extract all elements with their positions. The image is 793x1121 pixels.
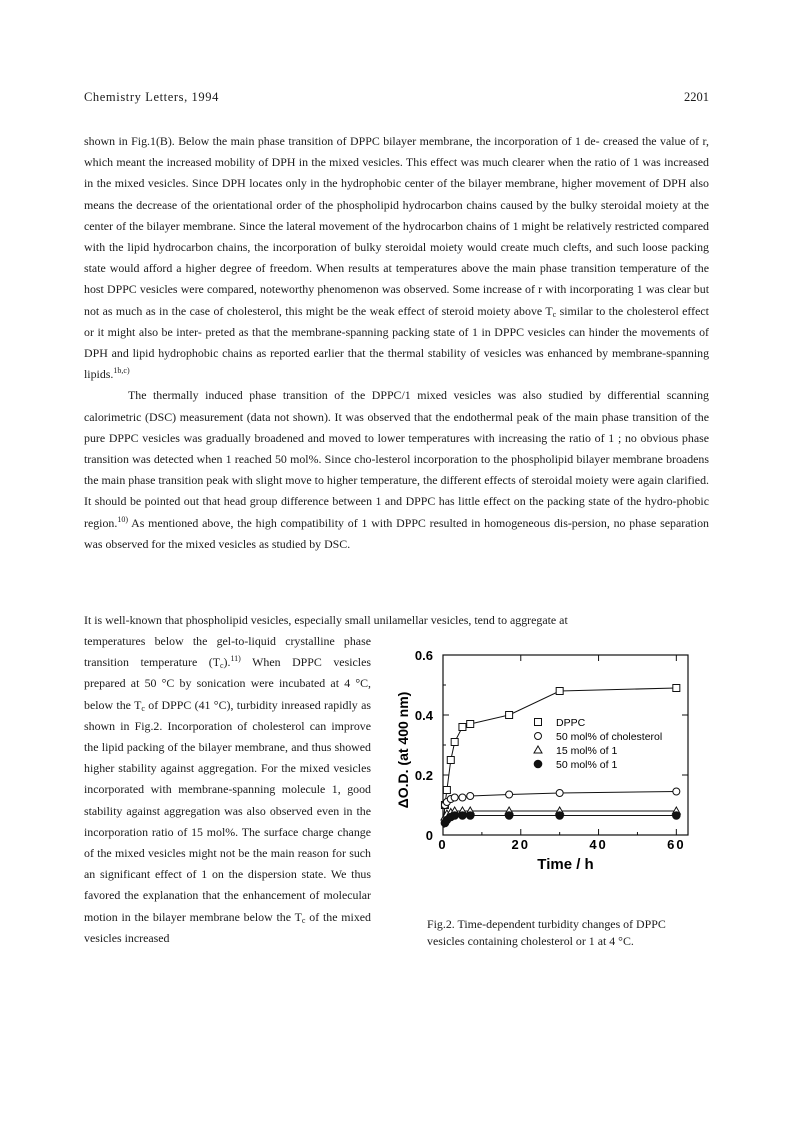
data-point xyxy=(506,712,513,719)
data-point xyxy=(447,757,454,764)
legend-label: 50 mol% of cholesterol xyxy=(556,731,663,743)
data-point xyxy=(556,790,563,797)
reference-10: 10) xyxy=(117,514,129,524)
journal-header: Chemistry Letters, 1994 xyxy=(84,90,219,104)
legend-marker xyxy=(534,746,542,753)
data-point xyxy=(459,794,466,801)
p3-text-b: ). xyxy=(223,655,231,670)
turbidity-chart xyxy=(390,640,710,880)
p3-text-a: temperatures below the gel-to-liquid crystalline phase transition temperature (T xyxy=(84,634,371,670)
y-tick-label: 0.6 xyxy=(414,648,433,663)
paragraph-1 xyxy=(84,131,709,385)
paragraph-1-line: membrane-spanning lipids. xyxy=(84,346,710,382)
paragraph-1-line: center of the bilayer membrane, higher movement of DPH also means the decrease of the orientational order xyxy=(84,176,709,212)
paragraph-1-line: main phase transition temperature of the host DPPC vesicles were compared, noteworthy phenomenon was xyxy=(84,261,709,297)
p3-text-c: When DPPC vesicles prepared at 50 °C by sonication were incubated at 4 °C, below the T xyxy=(84,655,371,712)
page-number: 2201 xyxy=(684,90,709,104)
x-tick-label: 0 xyxy=(438,837,448,852)
legend-marker xyxy=(535,733,542,740)
y-tick-label: 0.4 xyxy=(414,708,433,723)
p3-sub-1: c xyxy=(219,661,224,671)
paragraph-3-column xyxy=(84,631,371,949)
p3-text-e: of the mixed vesicles increased xyxy=(84,909,371,945)
figure-2 xyxy=(390,640,710,880)
data-point xyxy=(556,812,564,820)
y-tick-label: 0.2 xyxy=(414,768,433,783)
paragraph-1-line: such loose packing state would afford a higher degree of freedom. When results at temperatures above the xyxy=(84,240,710,276)
x-tick-label: 40 xyxy=(589,837,608,852)
paragraph-2 xyxy=(84,385,709,555)
paragraph-1-line: of the phospholipid hydrocarbon chains caused by the bulky steroidal moiety at the center of the bilayer xyxy=(84,197,709,233)
p3-sub-3: c xyxy=(301,915,306,925)
legend-label: 50 mol% of 1 xyxy=(556,759,618,771)
paragraph-1-line: clearer when the ratio of 1 was increased in the mixed vesicles. Since DPH locates only in the hydrophobic xyxy=(84,155,709,191)
p3-text-d: of DPPC (41 °C), turbidity inreased rapidly as shown in Fig.2. Incorporation of cholesterol can improve the lipid packing of the bilayer membrane, and thus showed higher stability against aggregation. For the mixed vesicles incorporated with membrane-spanning molecule 1, good stability against aggregation was also observed even in the incorporation ratio of 15 mol%. The surface charge change of the mixed vesicles might not be the main reason for such an significant effect of 1 on the dispersion state. We thus favored the explanation that the enhancement of molecular motion in the bilayer membrane below the T xyxy=(84,697,371,924)
data-point xyxy=(467,793,474,800)
paragraph-1-line: similar to the cholesterol effect or it might also be inter- xyxy=(84,303,709,339)
data-point xyxy=(459,812,467,820)
legend-label: DPPC xyxy=(556,717,586,729)
data-point xyxy=(556,688,563,695)
data-point xyxy=(673,685,680,692)
data-point xyxy=(506,791,513,798)
data-point xyxy=(467,721,474,728)
reference-11: 11) xyxy=(230,654,241,664)
x-axis-label: Time / h xyxy=(537,856,594,873)
paragraph-1-line: shown in Fig.1(B). Below the main phase transition of DPPC bilayer membrane, the incorporation of 1 de- xyxy=(84,134,603,148)
data-point xyxy=(673,812,681,820)
y-axis-label: ΔO.D. (at 400 nm) xyxy=(395,691,411,809)
paragraph-1-line: and lipid hydrophobic chains as reported earlier that the thermal stability of vesicles was enhanced by xyxy=(111,346,612,361)
main-text xyxy=(84,131,709,555)
paragraph-1-line: creased the value of r, which meant the increased mobility of DPH in the mixed vesicles. This effect was much xyxy=(84,134,709,170)
legend-label: 15 mol% of 1 xyxy=(556,745,618,757)
legend-marker xyxy=(535,719,542,726)
paragraph-3-first-line: It is well-known that phospholipid vesicles, especially small unilamellar vesicles, tend to aggregate at xyxy=(84,613,568,627)
data-point xyxy=(459,724,466,731)
reference-1bc: 1b,c) xyxy=(113,366,130,376)
data-point xyxy=(451,739,458,746)
data-point xyxy=(451,794,458,801)
paragraph-1-line: membrane. Since the lateral movement of the hydrocarbon chains of 1 might be relatively restricted compared xyxy=(182,218,709,233)
y-tick-label: 0 xyxy=(425,828,433,843)
paragraph-1-line: might be the weak effect of steroid moiety above T xyxy=(305,303,553,318)
figure-caption: Fig.2. Time-dependent turbidity changes of DPPC vesicles containing cholesterol or 1 at 4 °C. xyxy=(427,917,666,948)
paragraph-2-text-b: As mentioned above, the high compatibility of 1 with DPPC resulted in homogeneous dis-persion, no phase separation was observed for the mixed vesicles as studied by DSC. xyxy=(84,515,709,551)
paragraph-1-line: with the lipid hydrocarbon chains, the incorporation of bulky steroidal moiety would create much clefts, and xyxy=(84,240,617,255)
data-point xyxy=(443,787,450,794)
data-point xyxy=(451,812,459,820)
paragraph-2-text-a: The thermally induced phase transition of the DPPC/1 mixed vesicles was also studied by differential scanning calorimetric (DSC) measurement (data not shown). It was observed that the endothermal peak of the main phase transition of the pure DPPC vesicles was gradually broadened and moved to lower temperatures with increasing the ratio of 1 ; no obvious phase transition was detected when 1 reached 50 mol%. Since cho-lesterol incorporation to the phospholipid bilayer membrane broadens the main phase transition peak with slight move to higher temperature, the different effects of steroidal moiety were again clarified. It should be pointed out that head group difference between 1 and DPPC has little effect on the packing state of the hydro-phobic region. xyxy=(84,388,709,530)
p3-sub-2: c xyxy=(141,703,145,713)
data-point xyxy=(505,812,513,820)
legend-marker xyxy=(534,760,542,768)
data-point xyxy=(466,812,474,820)
x-tick-label: 20 xyxy=(511,837,531,852)
paragraph-1-line: preted as that the membrane-spanning packing state of 1 in DPPC vesicles can hinder the movements of DPH xyxy=(84,324,709,361)
paragraph-1-line: observed. Some increase of r with incorporating 1 was clear but not as much as in the case of cholesterol, this xyxy=(84,282,709,318)
x-tick-label: 60 xyxy=(667,837,686,852)
tc-subscript: c xyxy=(552,309,557,319)
data-point xyxy=(673,788,680,795)
